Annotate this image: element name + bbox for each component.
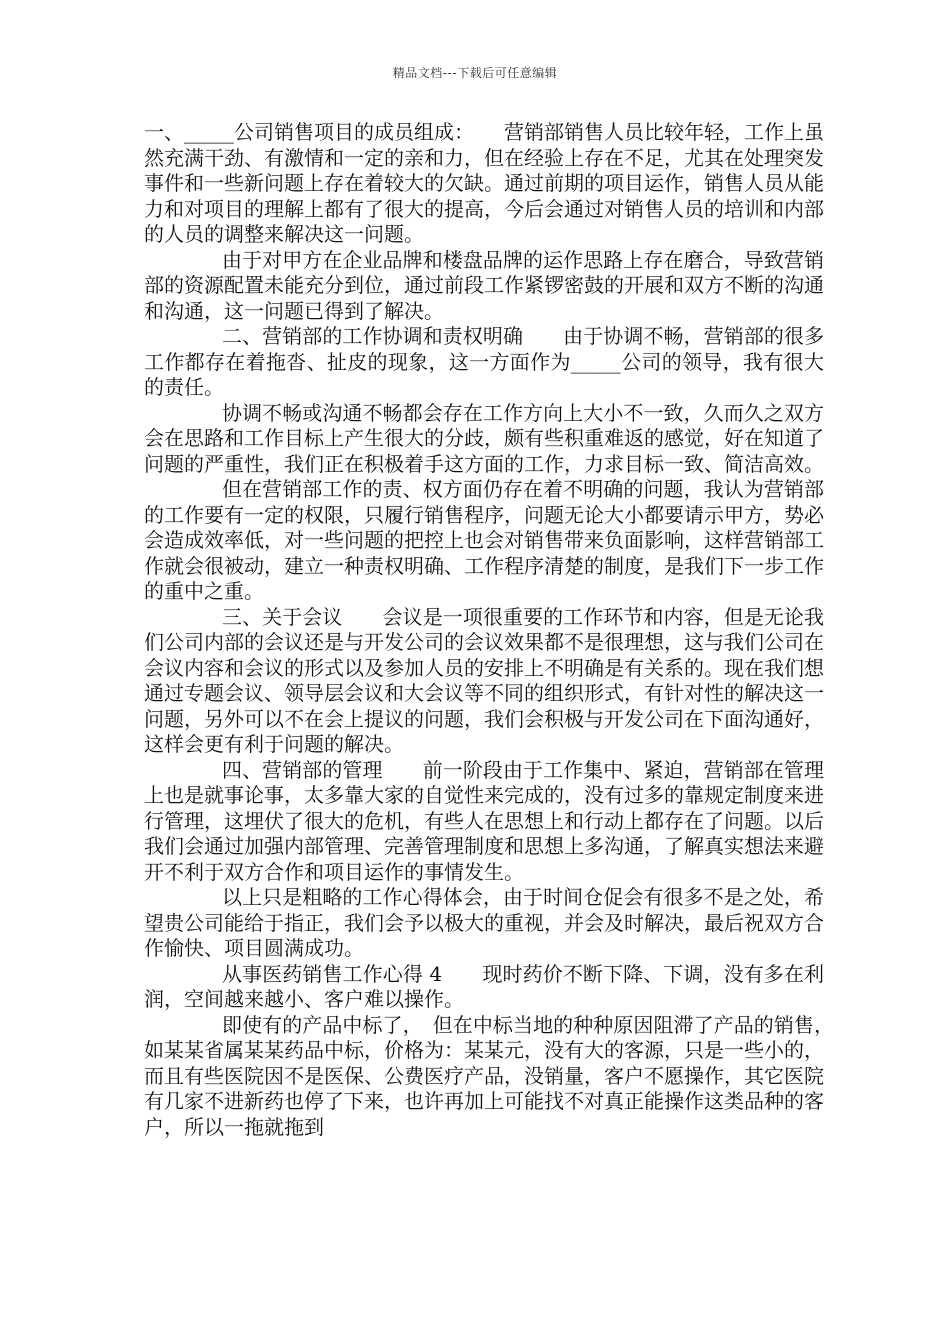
paragraph: 协调不畅或沟通不畅都会存在工作方向上大小不一致，久而久之双方会在思路和工作目标上产生很大的分歧，颇有些积重难返的感觉，好在知道了问题的严重性，我们正在积极着手这方面的工作，力求目标一致、简洁高效。 (144, 400, 824, 476)
paragraph: 三、关于会议 会议是一项很重要的工作环节和内容，但是无论我们公司内部的会议还是与开发公司的会议效果都不是很理想，这与我们公司在会议内容和会议的形式以及参加人员的安排上不明确是有关系的。现在我们想通过专题会议、领导层会议和大会议等不同的组织形式，有针对性的解决这一问题，另外可以不在会上提议的问题，我们会积极与开发公司在下面沟通好，这样会更有利于问题的解决。 (144, 604, 824, 756)
page-header: 精品文档---下载后可任意编辑 (392, 66, 558, 80)
paragraph: 以上只是粗略的工作心得体会，由于时间仓促会有很多不是之处，希望贵公司能给于指正，我们会予以极大的重视，并会及时解决，最后祝双方合作愉快、项目圆满成功。 (144, 885, 824, 960)
paragraph: 由于对甲方在企业品牌和楼盘品牌的运作思路上存在磨合，导致营销部的资源配置未能充分到位，通过前段工作紧锣密鼓的开展和双方不断的沟通和沟通，这一问题已得到了解决。 (144, 247, 824, 323)
paragraph: 但在营销部工作的责、权方面仍存在着不明确的问题，我认为营销部的工作要有一定的权限，只履行销售程序，问题无论大小都要请示甲方，势必会造成效率低，对一些问题的把控上也会对销售带来负面影响，这样营销部工作就会很被动，建立一种责权明确、工作程序清楚的制度，是我们下一步工作的重中之重。 (144, 477, 824, 603)
paragraph: 四、营销部的管理 前一阶段由于工作集中、紧迫，营销部在管理上也是就事论事，太多靠大家的自觉性来完成的，没有过多的靠规定制度来进行管理，这埋伏了很大的危机，有些人在思想上和行动上都存在了问题。以后我们会通过加强内部管理、完善管理制度和思想上多沟通，了解真实想法来避开不利于双方合作和项目运作的事情发生。 (144, 757, 824, 884)
document-body (144, 120, 844, 1140)
paragraph: 一、_____公司销售项目的成员组成： 营销部销售人员比较年轻，工作上虽然充满干劲、有激情和一定的亲和力，但在经验上存在不足，尤其在处理突发事件和一些新问题上存在着较大的欠缺。通过前期的项目运作，销售人员从能力和对项目的理解上都有了很大的提高，今后会通过对销售人员的培训和内部的人员的调整来解决这一问题。 (144, 120, 824, 246)
paragraph: 即使有的产品中标了， 但在中标当地的种种原因阻滞了产品的销售， 如某某省属某某药品中标，价格为：某某元，没有大的客源，只是一些小的，而且有些医院因不是医保、公费医疗产品，没销量，客户不愿操作，其它医院有几家不进新药也停了下来，也许再加上可能找不对真正能操作这类品种的客户，所以一拖就拖到 (144, 1012, 844, 1139)
paragraph: 二、营销部的工作协调和责权明确 由于协调不畅，营销部的很多工作都存在着拖沓、扯皮的现象，这一方面作为_____公司的领导，我有很大的责任。 (144, 324, 824, 399)
paragraph: 从事医药销售工作心得 4 现时药价不断下降、下调，没有多在利润，空间越来越小、客户难以操作。 (144, 961, 824, 1011)
